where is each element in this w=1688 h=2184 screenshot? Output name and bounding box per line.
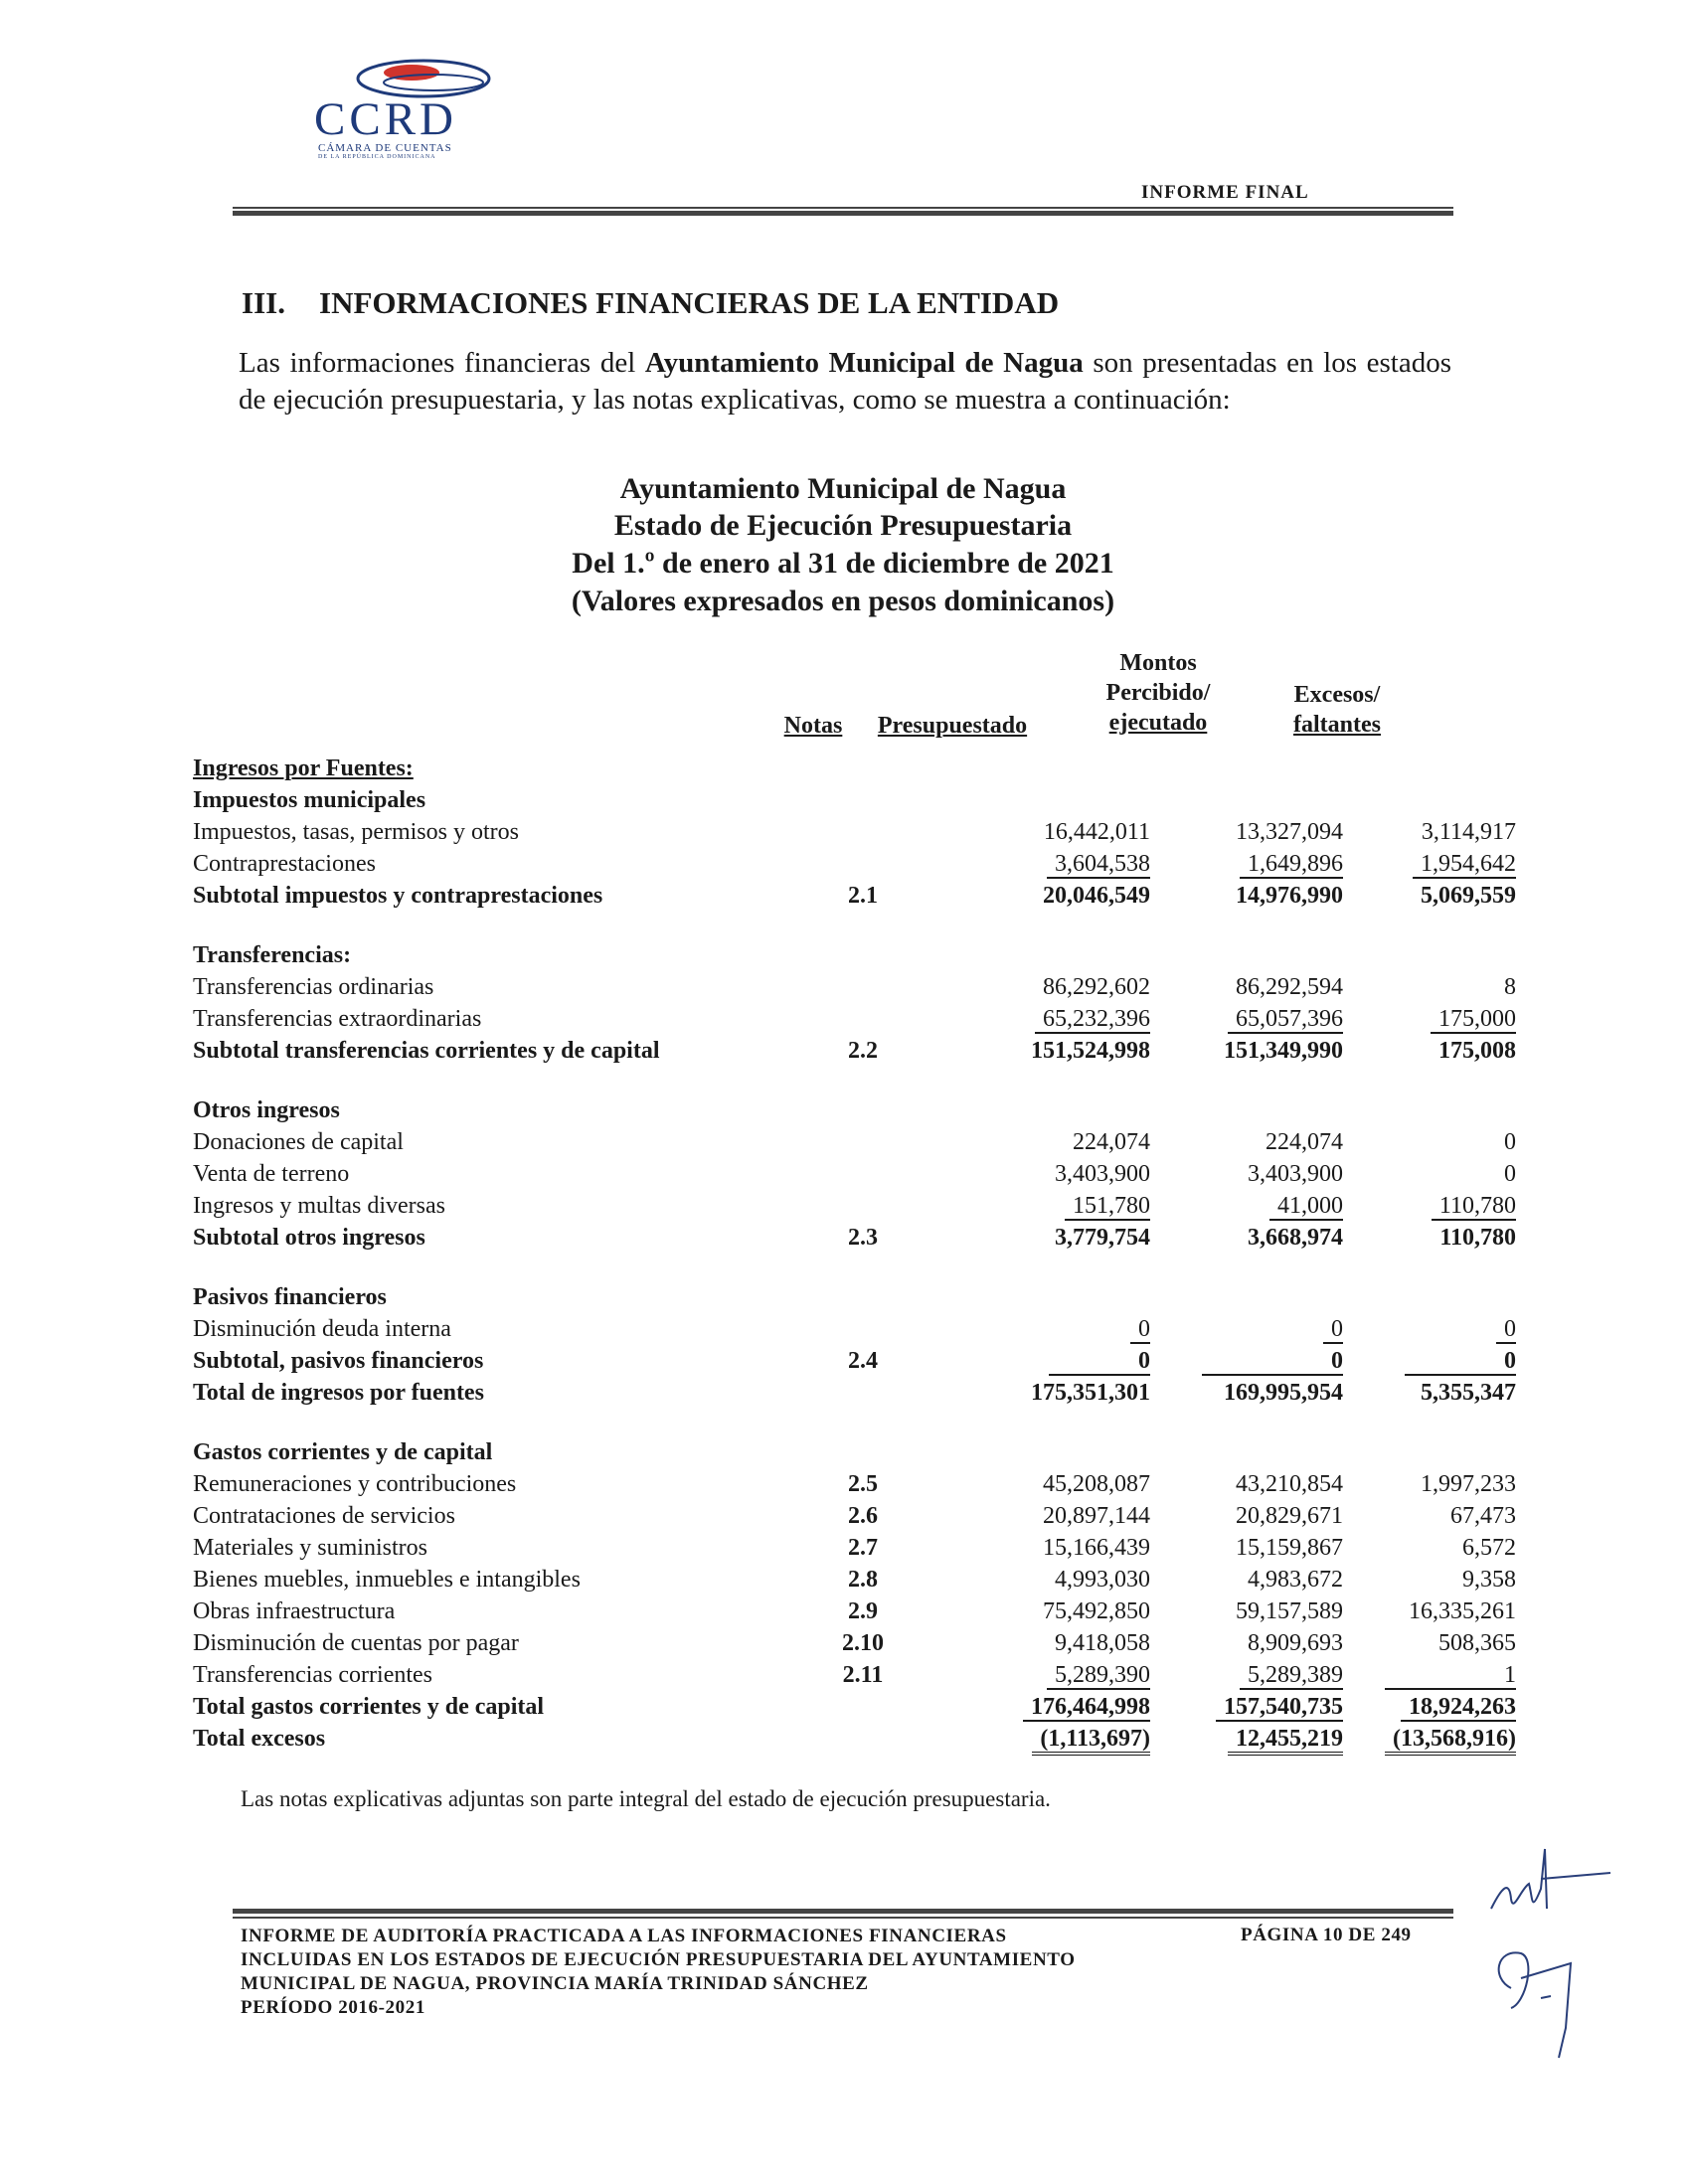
cell-presupuestado: 224,074 [1073,1129,1150,1155]
cell-excesos: 1,954,642 [1413,851,1516,879]
cell-presupuestado: 151,524,998 [1031,1038,1150,1064]
table-row [191,1691,1520,1723]
row-label: Total excesos [193,1726,326,1752]
statement-title-4: (Valores expresados en pesos dominicanos) [571,585,1115,617]
cell-nota: 2.4 [848,1348,878,1374]
statement-title-1: Ayuntamiento Municipal de Nagua [619,472,1067,505]
cell-nota: 2.7 [848,1535,878,1561]
heading-transferencias: Transferencias: [193,942,352,968]
col-notas-label: Notas [783,713,843,739]
table-row [191,784,1520,816]
cell-ejecutado: 13,327,094 [1236,819,1343,845]
footer-text [241,1925,1076,2020]
cell-excesos: 0 [1504,1129,1516,1155]
cell-nota: 2.9 [848,1598,878,1624]
cell-presupuestado: 0 [1130,1316,1150,1344]
footer-line4: PERÍODO 2016-2021 [241,1997,425,2018]
cell-ejecutado: 224,074 [1266,1129,1343,1155]
table-row [191,1190,1520,1222]
cell-ejecutado: 12,455,219 [1228,1726,1343,1756]
cell-ejecutado: 15,159,867 [1236,1535,1343,1561]
cell-excesos: 6,572 [1462,1535,1516,1561]
section-title: INFORMACIONES FINANCIERAS DE LA ENTIDAD [319,285,1060,320]
cell-excesos: 110,780 [1432,1193,1516,1221]
cell-nota: 2.6 [848,1503,878,1529]
intro-before: Las informaciones financieras del [239,347,645,379]
cell-nota: 2.1 [848,883,878,909]
cell-presupuestado: 15,166,439 [1043,1535,1150,1561]
ccrd-logo [314,55,543,164]
row-label: Impuestos, tasas, permisos y otros [193,819,519,845]
heading-ingresos-por-fuentes: Ingresos por Fuentes: [193,756,414,781]
header-divider [233,207,1453,209]
cell-presupuestado: 151,780 [1065,1193,1150,1221]
row-label: Total de ingresos por fuentes [193,1380,484,1406]
cell-excesos: 8 [1504,974,1516,1000]
cell-ejecutado: 8,909,693 [1248,1630,1343,1656]
cell-excesos: 9,358 [1462,1567,1516,1593]
cell-presupuestado: 65,232,396 [1035,1006,1150,1034]
cell-nota: 2.8 [848,1567,878,1593]
table-row [191,1377,1520,1409]
cell-excesos: 18,924,263 [1401,1694,1516,1722]
cell-excesos: 5,069,559 [1421,883,1516,909]
page-number: PÁGINA 10 DE 249 [1241,1925,1412,1945]
footnote: Las notas explicativas adjuntas son parte integral del estado de ejecución presupuestaria. [241,1786,1051,1811]
cell-excesos: 0 [1504,1161,1516,1187]
logo-line1: CÁMARA DE CUENTAS [318,142,452,154]
cell-nota: 2.3 [848,1225,878,1251]
col-excesos [1263,680,1412,740]
cell-presupuestado: 20,897,144 [1043,1503,1150,1529]
row-label: Contrataciones de servicios [193,1503,455,1529]
col-montos-l2: Percibido/ [1105,680,1211,706]
cell-presupuestado: 16,442,011 [1043,819,1150,845]
row-label: Subtotal otros ingresos [193,1225,425,1251]
heading-pasivos: Pasivos financieros [193,1284,387,1310]
table-row [191,1094,1520,1126]
cell-presupuestado: 4,993,030 [1055,1567,1150,1593]
cell-excesos: 110,780 [1439,1225,1516,1251]
cell-presupuestado: 86,292,602 [1043,974,1150,1000]
row-label: Total gastos corrientes y de capital [193,1694,545,1720]
cell-excesos: 508,365 [1438,1630,1516,1656]
col-presupuestado-label: Presupuestado [877,713,1028,739]
footer-divider-thick [233,1909,1453,1914]
row-label: Transferencias ordinarias [193,974,434,1000]
row-label: Materiales y suministros [193,1535,427,1561]
header-label: INFORME FINAL [1141,182,1309,203]
row-label: Remuneraciones y contribuciones [193,1471,517,1497]
cell-ejecutado: 43,210,854 [1236,1471,1343,1497]
cell-excesos: 3,114,917 [1421,819,1516,845]
cell-excesos: 16,335,261 [1409,1598,1516,1624]
row-label: Bienes muebles, inmuebles e intangibles [193,1567,581,1593]
heading-otros-ingresos: Otros ingresos [193,1097,340,1123]
section-number: III. [242,285,285,320]
table-row [191,1003,1520,1035]
statement-title-3: Del 1.º de enero al 31 de diciembre de 2021 [572,547,1114,580]
col-montos [1069,648,1248,738]
col-presupuestado [853,711,1052,741]
table-row [191,1627,1520,1659]
table-row [191,1500,1520,1532]
table-row [191,1035,1520,1067]
logo-brand: CCRD [314,93,457,145]
footer-line1: INFORME DE AUDITORÍA PRACTICADA A LAS INFORMACIONES FINANCIERAS [241,1926,1007,1946]
table-row [191,1436,1520,1468]
section-heading [242,285,1059,321]
table-row [191,1126,1520,1158]
row-label: Disminución deuda interna [193,1316,451,1342]
table-row [191,1564,1520,1596]
table-row [191,971,1520,1003]
cell-ejecutado: 59,157,589 [1236,1598,1343,1624]
cell-excesos: 175,000 [1431,1006,1516,1034]
header-divider-thick [233,211,1453,216]
logo-line2: DE LA REPÚBLICA DOMINICANA [318,154,436,160]
table-row [191,848,1520,880]
cell-presupuestado: 3,403,900 [1055,1161,1150,1187]
cell-presupuestado: 45,208,087 [1043,1471,1150,1497]
cell-ejecutado: 41,000 [1269,1193,1343,1221]
cell-ejecutado: 1,649,896 [1240,851,1343,879]
statement-title-2: Estado de Ejecución Presupuestaria [613,509,1073,542]
cell-presupuestado: (1,113,697) [1032,1726,1150,1756]
row-label: Disminución de cuentas por pagar [193,1630,519,1656]
cell-excesos: 0 [1405,1348,1516,1376]
budget-execution-table [191,753,1520,1755]
cell-presupuestado: 0 [1049,1348,1150,1376]
cell-presupuestado: 3,604,538 [1047,851,1150,879]
cell-ejecutado: 3,668,974 [1248,1225,1343,1251]
col-excesos-l2: faltantes [1293,712,1381,738]
cell-ejecutado: 65,057,396 [1228,1006,1343,1034]
cell-excesos: 5,355,347 [1421,1380,1516,1406]
table-row [191,1345,1520,1377]
row-label: Subtotal transferencias corrientes y de capital [193,1038,660,1064]
cell-excesos: 0 [1496,1316,1516,1344]
row-label: Transferencias corrientes [193,1662,433,1688]
cell-excesos: 1,997,233 [1421,1471,1516,1497]
row-label: Ingresos y multas diversas [193,1193,445,1219]
cell-ejecutado: 151,349,990 [1224,1038,1343,1064]
cell-presupuestado: 5,289,390 [1047,1662,1150,1690]
table-row [191,1222,1520,1254]
row-label: Subtotal impuestos y contraprestaciones [193,883,603,909]
cell-ejecutado: 86,292,594 [1236,974,1343,1000]
intro-paragraph [239,345,1451,419]
col-excesos-l1: Excesos/ [1293,682,1381,708]
cell-excesos: 175,008 [1438,1038,1516,1064]
footer-divider [233,1917,1453,1919]
cell-ejecutado: 157,540,735 [1216,1694,1343,1722]
cell-nota: 2.10 [842,1630,884,1656]
intro-after: son presentadas en los estados de ejecución presupuestaria, y las notas explicativas, como se muestra a continuación: [239,347,1451,416]
table-row [191,816,1520,848]
table-row [191,753,1520,784]
table-row [191,880,1520,912]
cell-excesos: 67,473 [1450,1503,1516,1529]
cell-presupuestado: 75,492,850 [1043,1598,1150,1624]
table-row [191,1158,1520,1190]
cell-nota: 2.2 [848,1038,878,1064]
table-row [191,1468,1520,1500]
cell-ejecutado: 14,976,990 [1236,883,1343,909]
cell-ejecutado: 4,983,672 [1248,1567,1343,1593]
cell-presupuestado: 176,464,998 [1023,1694,1150,1722]
cell-ejecutado: 169,995,954 [1224,1380,1343,1406]
col-montos-l3: ejecutado [1108,710,1208,736]
handwritten-initials-icon [1481,1829,1640,2068]
row-label: Transferencias extraordinarias [193,1006,482,1032]
cell-presupuestado: 9,418,058 [1055,1630,1150,1656]
footer-line2: INCLUIDAS EN LOS ESTADOS DE EJECUCIÓN PRESUPUESTARIA DEL AYUNTAMIENTO [241,1949,1076,1970]
table-row [191,1532,1520,1564]
intro-entity: Ayuntamiento Municipal de Nagua [644,347,1084,379]
table-row [191,1281,1520,1313]
cell-presupuestado: 175,351,301 [1031,1380,1150,1406]
row-label: Contraprestaciones [193,851,376,877]
cell-ejecutado: 0 [1202,1348,1343,1376]
cell-presupuestado: 20,046,549 [1043,883,1150,909]
heading-gastos: Gastos corrientes y de capital [193,1439,493,1465]
cell-ejecutado: 20,829,671 [1236,1503,1343,1529]
col-montos-l1: Montos [1119,650,1197,676]
row-label: Obras infraestructura [193,1598,396,1624]
cell-presupuestado: 3,779,754 [1055,1225,1150,1251]
cell-ejecutado: 5,289,389 [1240,1662,1343,1690]
row-label: Venta de terreno [193,1161,350,1187]
table-row [191,1659,1520,1691]
table-row [191,1596,1520,1627]
table-row [191,939,1520,971]
heading-impuestos: Impuestos municipales [193,787,426,813]
cell-ejecutado: 3,403,900 [1248,1161,1343,1187]
footer-line3: MUNICIPAL DE NAGUA, PROVINCIA MARÍA TRINIDAD SÁNCHEZ [241,1973,869,1994]
cell-nota: 2.5 [848,1471,878,1497]
row-label: Donaciones de capital [193,1129,404,1155]
cell-ejecutado: 0 [1323,1316,1343,1344]
cell-excesos: 1 [1385,1662,1516,1690]
table-row [191,1723,1520,1755]
cell-nota: 2.11 [842,1662,884,1688]
table-row [191,1313,1520,1345]
cell-excesos: (13,568,916) [1385,1726,1516,1756]
row-label: Subtotal, pasivos financieros [193,1348,484,1374]
